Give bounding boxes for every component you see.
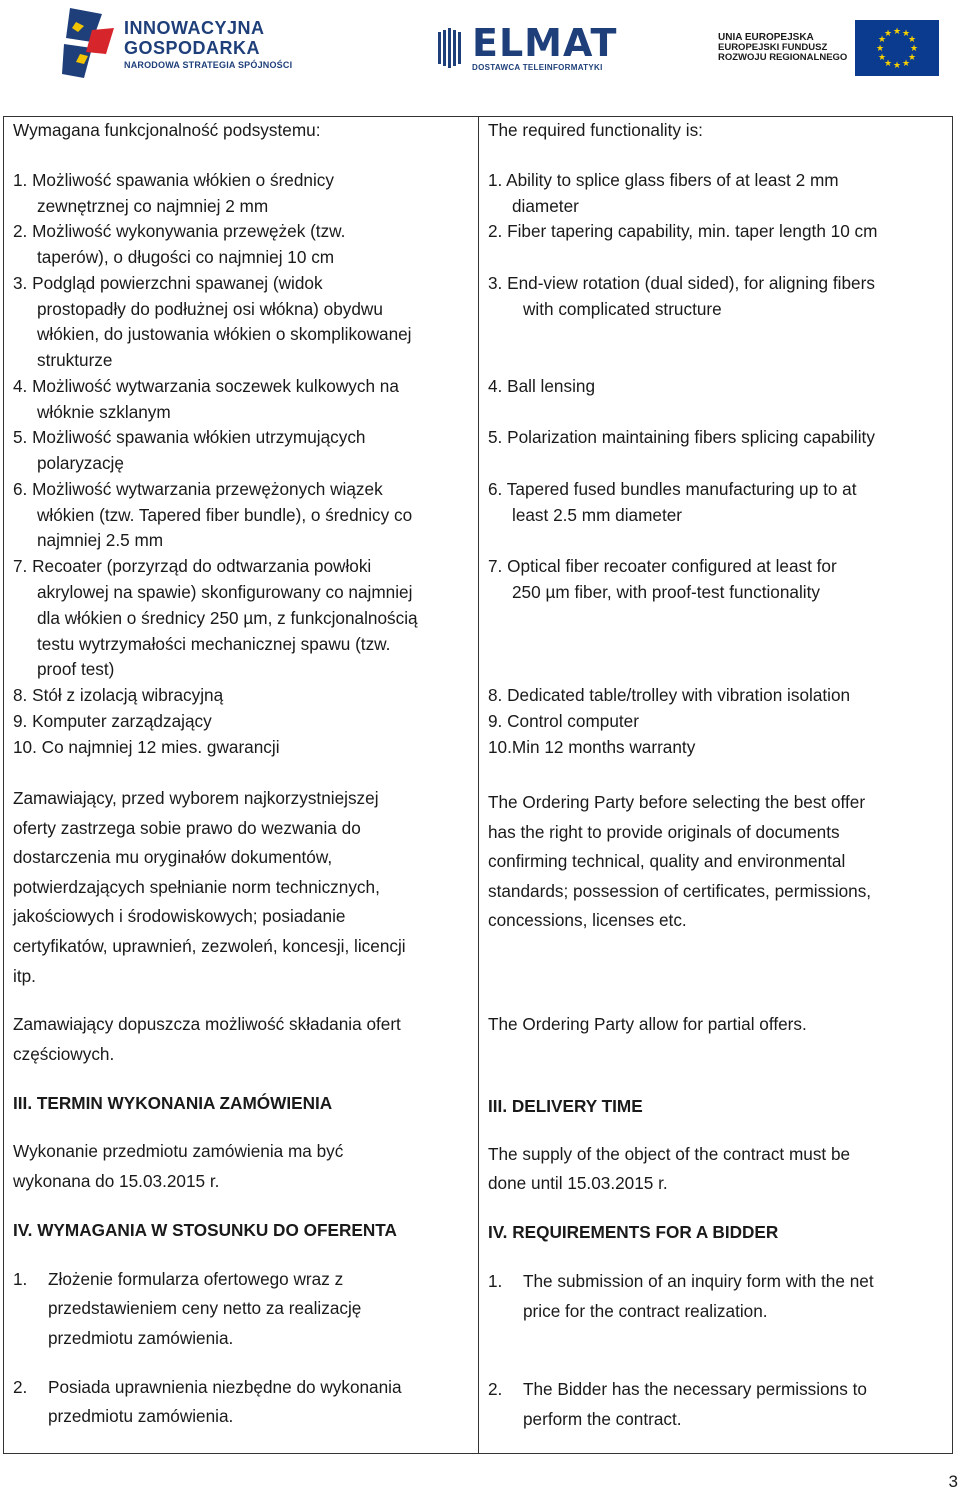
page-header	[0, 0, 960, 90]
left-req-line: 4. Możliwość wytwarzania soczewek kulkowych na	[13, 376, 399, 396]
svg-text:★: ★	[893, 27, 902, 37]
left-item2-number: 2.	[13, 1377, 28, 1397]
left-req-line: prostopadły do podłużnej osi włókna) obydwu	[37, 299, 383, 319]
left-req-line: 10. Co najmniej 12 mies. gwarancji	[13, 737, 280, 757]
elmat-tagline: DOSTAWCA TELEINFORMATYKI	[472, 63, 603, 72]
svg-text:★: ★	[908, 35, 917, 45]
left-intro: Wymagana funkcjonalność podsystemu:	[13, 120, 321, 140]
left-req-line: proof test)	[37, 659, 115, 679]
right-req-line: with complicated structure	[523, 299, 722, 319]
right-item2-line: perform the contract.	[523, 1409, 682, 1429]
svg-text:★: ★	[878, 35, 887, 45]
right-req-line: diameter	[512, 196, 579, 216]
right-req-line: 7. Optical fiber recoater configured at least for	[488, 556, 837, 576]
right-item1-line: The submission of an inquiry form with the net	[523, 1271, 874, 1291]
left-req-line: najmniej 2.5 mm	[37, 530, 164, 550]
right-req-line: 5. Polarization maintaining fibers splicing capability	[488, 427, 875, 447]
left-section3-title: III. TERMIN WYKONANIA ZAMÓWIENIA	[13, 1093, 333, 1113]
left-ordering-line: dostarczenia mu oryginałów dokumentów,	[13, 847, 333, 867]
left-section3-line: wykonana do 15.03.2015 r.	[13, 1171, 220, 1191]
left-req-line: akrylowej na spawie) skonfigurowany co najmniej	[37, 582, 413, 602]
left-req-line: strukturze	[37, 350, 113, 370]
right-req-line: 4. Ball lensing	[488, 376, 596, 396]
left-req-line: 7. Recoater (porzyrząd do odtwarzania powłoki	[13, 556, 372, 576]
ig-emblem-icon	[62, 8, 116, 80]
eu-text-line3: ROZWOJU REGIONALNEGO	[718, 52, 848, 64]
left-ordering-line: potwierdzających spełnianie norm technicznych,	[13, 877, 380, 897]
left-item2-line: przedmiotu zamówienia.	[48, 1406, 234, 1426]
right-ordering-line: standards; possession of certificates, permissions,	[488, 881, 872, 901]
left-section4-title: IV. WYMAGANIA W STOSUNKU DO OFERENTA	[13, 1220, 397, 1240]
left-ordering-line: jakościowych i środowiskowych; posiadanie	[13, 906, 346, 926]
elmat-mark-icon	[438, 28, 464, 68]
left-item1-line: przedmiotu zamówienia.	[48, 1328, 234, 1348]
left-item2-line: Posiada uprawnienia niezbędne do wykonania	[48, 1377, 402, 1397]
right-req-line: 10.Min 12 months warranty	[488, 737, 696, 757]
logo-text-line2: GOSPODARKA	[124, 37, 261, 58]
left-req-line: taperów), o długości co najmniej 10 cm	[37, 247, 335, 267]
left-ordering-line: certyfikatów, uprawnień, zezwoleń, koncesji, licencji	[13, 936, 406, 956]
right-section3-line: The supply of the object of the contract must be	[488, 1144, 851, 1164]
right-req-line: 8. Dedicated table/trolley with vibration isolation	[488, 685, 851, 705]
right-section3-title: III. DELIVERY TIME	[488, 1096, 643, 1116]
left-req-line: 8. Stół z izolacją wibracyjną	[13, 685, 224, 705]
left-partial-line: częściowych.	[13, 1044, 115, 1064]
right-req-line: 2. Fiber tapering capability, min. taper length 10 cm	[488, 221, 878, 241]
right-partial-line: The Ordering Party allow for partial offers.	[488, 1014, 807, 1034]
left-partial-line: Zamawiający dopuszcza możliwość składania ofert	[13, 1014, 401, 1034]
svg-text:★: ★	[902, 59, 911, 69]
logo-text-line1: INNOWACYJNA	[124, 17, 265, 38]
left-item1-number: 1.	[13, 1269, 28, 1289]
right-item1-line: price for the contract realization.	[523, 1301, 768, 1321]
right-ordering-line: confirming technical, quality and environmental	[488, 851, 846, 871]
left-req-line: 3. Podgląd powierzchni spawanej (widok	[13, 273, 323, 293]
svg-text:★: ★	[884, 29, 893, 39]
eu-text-line1: UNIA EUROPEJSKA	[718, 31, 814, 43]
elmat-wordmark: ELMAT	[472, 21, 618, 65]
svg-text:★: ★	[878, 53, 887, 63]
left-req-line: włókien, do justowania włókien o skomplikowanej	[37, 324, 412, 344]
svg-text:★: ★	[908, 53, 917, 63]
elmat-logo	[438, 21, 618, 72]
right-req-line: least 2.5 mm diameter	[512, 505, 683, 525]
eu-flag-icon	[855, 20, 939, 76]
right-req-line: 6. Tapered fused bundles manufacturing up to at	[488, 479, 857, 499]
right-ordering-line: has the right to provide originals of documents	[488, 822, 840, 842]
left-ordering-line: oferty zastrzega sobie prawo do wezwania do	[13, 818, 361, 838]
svg-text:★: ★	[884, 59, 893, 69]
left-req-line: 1. Możliwość spawania włókien o średnicy	[13, 170, 334, 190]
left-req-line: włóknie szklanym	[37, 402, 171, 422]
svg-text:★: ★	[893, 61, 902, 71]
left-ordering-line: Zamawiający, przed wyborem najkorzystniejszej	[13, 788, 379, 808]
innowacyjna-gospodarka-logo	[62, 8, 292, 80]
left-req-line: polaryzację	[37, 453, 124, 473]
right-req-line: 9. Control computer	[488, 711, 639, 731]
page-number: 3	[948, 1472, 958, 1491]
right-item2-line: The Bidder has the necessary permissions to	[523, 1379, 867, 1399]
left-req-line: 2. Możliwość wykonywania przewężek (tzw.	[13, 221, 346, 241]
left-req-line: dla włókien o średnicy 250 µm, z funkcjonalnością	[37, 608, 418, 628]
right-item2-number: 2.	[488, 1379, 503, 1399]
svg-text:★: ★	[902, 29, 911, 39]
right-ordering-line: The Ordering Party before selecting the best offer	[488, 792, 866, 812]
left-req-line: włókien (tzw. Tapered fiber bundle), o średnicy co	[37, 505, 413, 525]
right-section4-title: IV. REQUIREMENTS FOR A BIDDER	[488, 1222, 779, 1242]
right-intro: The required functionality is:	[488, 120, 703, 140]
right-ordering-line: concessions, licenses etc.	[488, 910, 687, 930]
left-req-line: 9. Komputer zarządzający	[13, 711, 212, 731]
column-divider	[478, 116, 479, 1454]
right-req-line: 250 µm fiber, with proof-test functionality	[512, 582, 820, 602]
left-item1-line: Złożenie formularza ofertowego wraz z	[48, 1269, 344, 1289]
eu-logo	[718, 20, 939, 76]
left-req-line: zewnętrznej co najmniej 2 mm	[37, 196, 269, 216]
left-item1-line: przedstawieniem ceny netto za realizację	[48, 1298, 362, 1318]
left-req-line: 5. Możliwość spawania włókien utrzymujących	[13, 427, 366, 447]
right-item1-number: 1.	[488, 1271, 503, 1291]
left-ordering-line: itp.	[13, 966, 36, 986]
left-section3-line: Wykonanie przedmiotu zamówienia ma być	[13, 1141, 344, 1161]
left-req-line: 6. Możliwość wytwarzania przewężonych wiązek	[13, 479, 383, 499]
right-section3-line: done until 15.03.2015 r.	[488, 1173, 668, 1193]
eu-text-line2: EUROPEJSKI FUNDUSZ	[718, 42, 828, 54]
logo-text-line3: NARODOWA STRATEGIA SPÓJNOŚCI	[124, 59, 293, 70]
left-req-line: testu wytrzymałości mechanicznej spawu (tzw.	[37, 634, 391, 654]
right-req-line: 3. End-view rotation (dual sided), for aligning fibers	[488, 273, 875, 293]
svg-text:★: ★	[910, 44, 919, 54]
right-req-line: 1. Ability to splice glass fibers of at least 2 mm	[488, 170, 839, 190]
svg-text:★: ★	[876, 44, 885, 54]
